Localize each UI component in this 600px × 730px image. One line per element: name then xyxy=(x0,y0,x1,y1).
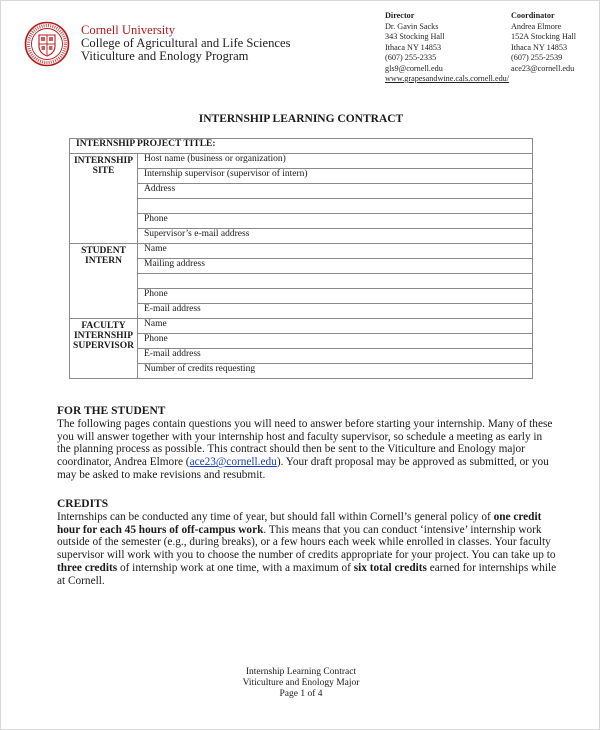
site-phone-field[interactable]: Phone xyxy=(138,214,533,229)
director-name: Dr. Gavin Sacks xyxy=(385,21,439,31)
program-name: Viticulture and Enology Program xyxy=(81,49,249,63)
emphasis-text: one credit hour for each 45 hours of off-campus work xyxy=(57,511,542,536)
project-title-field[interactable]: INTERNSHIP PROJECT TITLE: xyxy=(70,139,533,154)
university-name: Cornell University xyxy=(81,23,176,37)
section-label: INTERNSHIP xyxy=(73,156,134,166)
faculty-email-field[interactable]: E-mail address xyxy=(138,349,533,364)
coordinator-email: ace23@cornell.edu xyxy=(511,63,575,73)
site-supervisor-field[interactable]: Internship supervisor (supervisor of intern) xyxy=(138,169,533,184)
emphasis-text: six total credits xyxy=(353,561,427,574)
cornell-seal-icon xyxy=(24,21,70,67)
section-label: INTERN xyxy=(85,256,122,266)
for-student-paragraph xyxy=(57,418,557,482)
director-office: 343 Stocking Hall xyxy=(385,32,445,42)
student-mailing-address-field[interactable]: Mailing address xyxy=(138,259,533,274)
credits-paragraph xyxy=(57,511,557,587)
supervisor-email-field[interactable]: Supervisor’s e-mail address xyxy=(138,229,533,244)
college-name: College of Agricultural and Life Sciences xyxy=(81,36,291,50)
website-link[interactable]: www.grapesandwine.cals.cornell.edu/ xyxy=(385,74,510,83)
student-phone-field[interactable]: Phone xyxy=(138,289,533,304)
student-email-field[interactable]: E-mail address xyxy=(138,304,533,319)
for-student-heading: FOR THE STUDENT xyxy=(57,405,166,417)
student-address-line2-field[interactable] xyxy=(138,274,533,289)
section-internship-site xyxy=(70,154,138,244)
site-address-field[interactable]: Address xyxy=(138,184,533,199)
director-phone: (607) 255-2335 xyxy=(385,53,437,63)
director-contact xyxy=(385,11,445,75)
faculty-name-field[interactable]: Name xyxy=(138,319,533,334)
site-address-line2-field[interactable] xyxy=(138,199,533,214)
coordinator-email-link[interactable]: ace23@cornell.edu xyxy=(189,456,277,469)
page-number: Page 1 of 4 xyxy=(279,689,323,699)
paragraph-text: earned for internships while at Cornell. xyxy=(57,561,557,587)
coordinator-name: Andrea Elmore xyxy=(511,21,562,31)
paragraph-text: . This means that you can conduct ‘intensive’ internship work outside of the semester (e.g., during breaks), or a few hours each week while enrolled in classes. Your faculty supervisor will work with you to choose the number of credits appropriate for your project. You can take up to xyxy=(57,523,556,562)
director-role: Director xyxy=(385,11,415,20)
coordinator-role: Coordinator xyxy=(511,11,555,20)
section-label: SUPERVISOR xyxy=(73,341,134,351)
credits-heading: CREDITS xyxy=(57,498,109,510)
faculty-phone-field[interactable]: Phone xyxy=(138,334,533,349)
host-name-field[interactable]: Host name (business or organization) xyxy=(138,154,533,169)
paragraph-text: Internships can be conducted any time of year, but should fall within Cornell’s general policy of xyxy=(57,511,494,523)
document-title: INTERNSHIP LEARNING CONTRACT xyxy=(198,113,404,125)
section-label: STUDENT xyxy=(81,246,126,256)
section-label: FACULTY xyxy=(81,321,126,331)
section-faculty-supervisor xyxy=(70,319,138,379)
footer-subtitle: Viticulture and Enology Major xyxy=(242,678,360,688)
coordinator-office: 152A Stocking Hall xyxy=(511,32,577,42)
paragraph-text: The following pages contain questions you will need to answer before starting your internship. Many of these you will answer together with your internship host and faculty supervisor, so schedule a meeting as early in the planning process as possible. This contract should then be sent to the Viticulture and Enology major coordinator, Andrea Elmore ( xyxy=(57,418,553,469)
credits-requesting-field[interactable]: Number of credits requesting xyxy=(138,364,533,379)
coordinator-phone: (607) 255-2539 xyxy=(511,53,563,63)
section-student-intern xyxy=(70,244,138,319)
student-name-field[interactable]: Name xyxy=(138,244,533,259)
page-footer xyxy=(1,667,600,700)
coordinator-city: Ithaca NY 14853 xyxy=(511,42,568,52)
institution-header xyxy=(81,24,290,63)
section-label: SITE xyxy=(92,166,115,176)
footer-title: Internship Learning Contract xyxy=(245,667,357,677)
director-city: Ithaca NY 14853 xyxy=(385,42,442,52)
director-email: gls9@cornell.edu xyxy=(385,63,443,73)
contract-form-table xyxy=(69,138,533,379)
section-label: INTERNSHIP xyxy=(73,331,134,341)
emphasis-text: three credits xyxy=(57,561,118,574)
paragraph-text: of internship work at one time, with a maximum of xyxy=(117,561,354,574)
coordinator-contact xyxy=(511,11,576,75)
paragraph-text: ). Your draft proposal may be approved as submitted, or you may be asked to make revisions and resubmit. xyxy=(57,456,549,481)
